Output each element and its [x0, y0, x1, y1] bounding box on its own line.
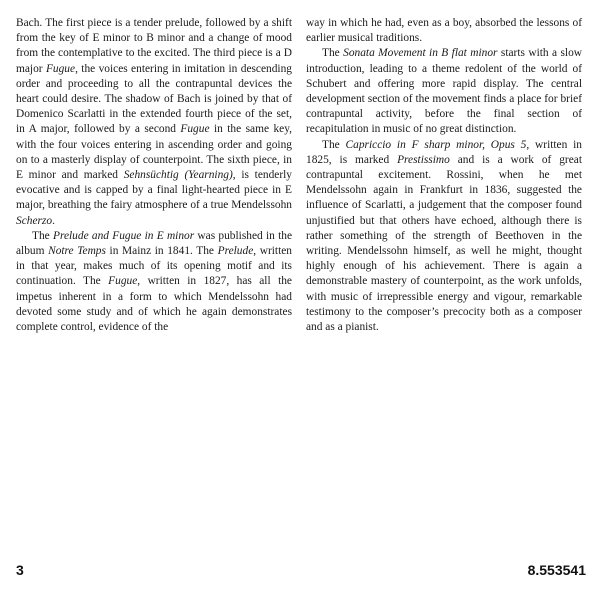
italic-title: Capriccio in F sharp minor, Opus 5 — [345, 138, 527, 151]
paragraph — [306, 46, 582, 137]
text-run: , written in 1825, is marked — [306, 138, 582, 166]
italic-title: Sonata Movement in B flat minor — [343, 47, 498, 60]
italic-title: Notre Temps — [48, 245, 106, 258]
text-run: starts with a slow introduction, leading to a theme redolent of the world of Schubert and offering more rapid display. The central development section of the movement finds a place for brief contrapuntal activity, before the final section of recapitulation in music of no great distinction. — [306, 47, 582, 136]
text-run: and is a work of great contrapuntal excitement. Rossini, when he met Mendelssohn again in Frankfurt in 1836, suggested the influence of Scarlatti, a judgement that the composer found unjustified but that others have echoed, although there is rather something of the strength of Beethoven in the writing. Mendelssohn himself, as well he might, thought highly enough of his achievement. There is again a demonstrable mastery of counterpoint, as the work unfolds, with music of irrepressible energy and vigour, remarkable testimony to the composer’s precocity both as a composer and as a pianist. — [306, 153, 582, 334]
italic-title: Fugue — [108, 275, 138, 288]
italic-title: Fugue — [45, 62, 76, 75]
italic-title: Prelude — [217, 245, 254, 258]
paragraph — [16, 229, 292, 335]
text-run: Bach. The first piece is a tender prelude, followed by a shift from the key of E minor to B minor and a change of mood from the contemplative to the excited. The third piece is a D major — [16, 17, 292, 75]
left-column — [16, 16, 292, 335]
page-number: 3 — [16, 562, 24, 578]
text-run: The — [322, 47, 344, 60]
italic-title: Prelude and Fugue in E minor — [52, 229, 195, 242]
text-run: The — [32, 229, 53, 242]
text-run: , is tenderly evocative and is capped by a final light-hearted piece in E major, breathing the fairy atmosphere of a true Mendelssohn — [16, 169, 293, 212]
italic-title: Fugue — [180, 123, 210, 136]
text-run: in Mainz in 1841. The — [105, 245, 218, 258]
italic-title: Sehnsüchtig (Yearning) — [123, 169, 233, 182]
text-run: . — [52, 214, 55, 227]
text-run: , written in that year, makes much of its opening motif and its continuation. The — [16, 245, 292, 288]
text-run: , the voices entering in imitation in descending order and proceeding to all the contrapuntal devices the heart could desire. The shadow of Bach is joined by that of Domenico Scarlatti in the extended fourth piece of the set, in A major, followed by a second — [16, 62, 292, 136]
catalog-number: 8.553541 — [527, 562, 586, 578]
paragraph — [306, 138, 582, 336]
text-run: The — [322, 138, 346, 151]
paragraph — [306, 16, 582, 46]
text-run: , written in 1827, has all the impetus inherent in a form to which Mendelssohn had devoted some study and of which he again demonstrates complete control, evidence of the — [16, 275, 292, 334]
text-run: in the same key, with the four voices entering in ascending order and going on to a masterly display of counterpoint. The sixth piece, in E minor and marked — [16, 123, 292, 182]
italic-title: Prestissimo — [397, 153, 450, 166]
italic-title: Scherzo — [16, 214, 53, 227]
right-column — [306, 16, 582, 335]
paragraph — [16, 16, 292, 229]
text-run: was published in the album — [16, 229, 292, 258]
text-run: way in which he had, even as a boy, absorbed the lessons of earlier musical traditions. — [306, 17, 582, 45]
